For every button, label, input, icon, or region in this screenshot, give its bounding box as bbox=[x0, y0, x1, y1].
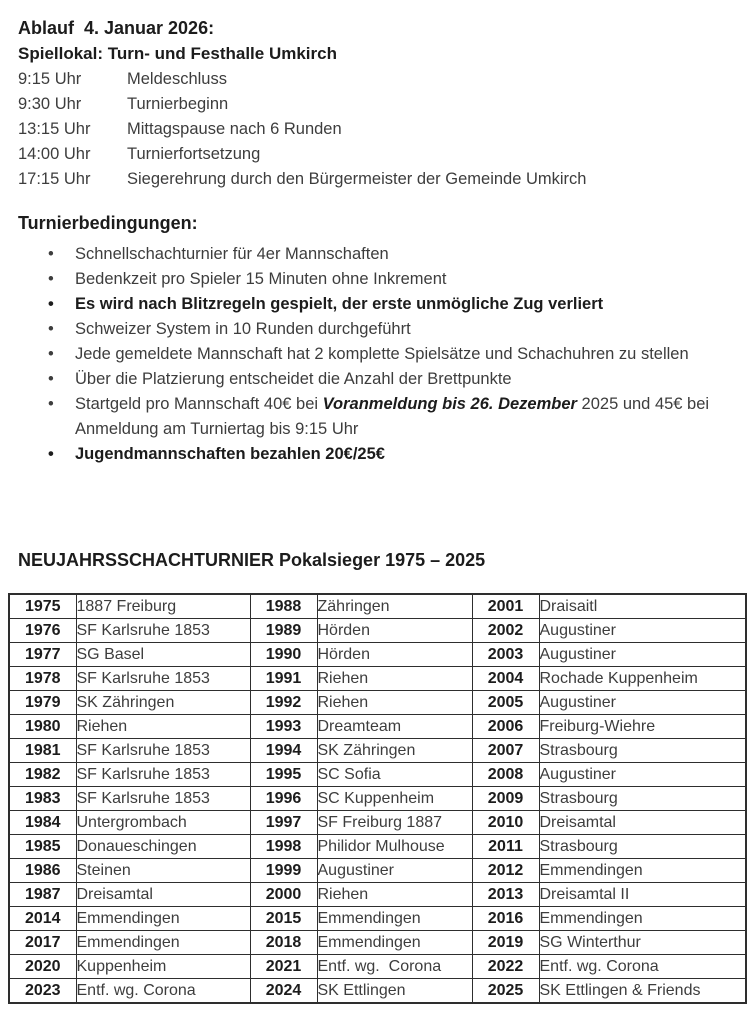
winner-cell: SK Ettlingen & Friends bbox=[539, 979, 746, 1004]
year-cell: 2019 bbox=[472, 931, 539, 955]
winner-cell: SK Ettlingen bbox=[317, 979, 472, 1004]
year-cell: 2009 bbox=[472, 787, 539, 811]
condition-item bbox=[48, 292, 725, 317]
year-cell: 1975 bbox=[9, 594, 76, 619]
schedule-event: Siegerehrung durch den Bürgermeister der Gemeinde Umkirch bbox=[127, 170, 587, 188]
table-row bbox=[9, 979, 746, 1004]
winner-cell: SF Karlsruhe 1853 bbox=[76, 763, 250, 787]
year-cell: 1993 bbox=[250, 715, 317, 739]
year-cell: 2013 bbox=[472, 883, 539, 907]
year-cell: 2011 bbox=[472, 835, 539, 859]
winner-cell: Augustiner bbox=[539, 763, 746, 787]
winner-cell: Emmendingen bbox=[317, 931, 472, 955]
year-cell: 1978 bbox=[9, 667, 76, 691]
winner-cell: Strasbourg bbox=[539, 787, 746, 811]
year-cell: 1979 bbox=[9, 691, 76, 715]
year-cell: 2016 bbox=[472, 907, 539, 931]
winner-cell: SC Kuppenheim bbox=[317, 787, 472, 811]
winner-cell: Zähringen bbox=[317, 594, 472, 619]
year-cell: 1989 bbox=[250, 619, 317, 643]
schedule-row bbox=[18, 167, 725, 192]
year-cell: 2003 bbox=[472, 643, 539, 667]
winner-cell: SK Zähringen bbox=[317, 739, 472, 763]
table-row bbox=[9, 763, 746, 787]
winner-cell: Entf. wg. Corona bbox=[539, 955, 746, 979]
condition-text: Es wird nach Blitzregeln gespielt, der erste unmögliche Zug verliert bbox=[75, 295, 604, 313]
winner-cell: Emmendingen bbox=[539, 859, 746, 883]
winner-cell: SF Karlsruhe 1853 bbox=[76, 667, 250, 691]
year-cell: 2000 bbox=[250, 883, 317, 907]
winners-title: NEUJAHRSSCHACHTURNIER Pokalsieger 1975 – 2025 bbox=[18, 550, 486, 570]
conditions-list bbox=[18, 242, 725, 467]
year-cell: 2008 bbox=[472, 763, 539, 787]
winner-cell: Dreisamtal II bbox=[539, 883, 746, 907]
winner-cell: SG Basel bbox=[76, 643, 250, 667]
schedule-list bbox=[18, 67, 725, 192]
year-cell: 1983 bbox=[9, 787, 76, 811]
winner-cell: Dreisamtal bbox=[76, 883, 250, 907]
winners-section bbox=[18, 547, 725, 1004]
year-cell: 2024 bbox=[250, 979, 317, 1004]
year-cell: 1998 bbox=[250, 835, 317, 859]
winner-cell: Emmendingen bbox=[76, 907, 250, 931]
schedule-event: Turnierbeginn bbox=[127, 95, 229, 113]
winner-cell: Hörden bbox=[317, 643, 472, 667]
table-row bbox=[9, 883, 746, 907]
year-cell: 2023 bbox=[9, 979, 76, 1004]
condition-item bbox=[48, 267, 725, 292]
condition-item bbox=[48, 242, 725, 267]
condition-text: Startgeld pro Mannschaft 40€ bei bbox=[75, 395, 323, 413]
winner-cell: SF Freiburg 1887 bbox=[317, 811, 472, 835]
winner-cell: Kuppenheim bbox=[76, 955, 250, 979]
winner-cell: Augustiner bbox=[317, 859, 472, 883]
year-cell: 1992 bbox=[250, 691, 317, 715]
condition-item bbox=[48, 392, 725, 442]
winner-cell: Emmendingen bbox=[317, 907, 472, 931]
condition-text: Über die Platzierung entscheidet die Anzahl der Brettpunkte bbox=[75, 370, 512, 388]
winner-cell: Hörden bbox=[317, 619, 472, 643]
year-cell: 2020 bbox=[9, 955, 76, 979]
venue-value: Turn- und Festhalle Umkirch bbox=[107, 44, 337, 63]
schedule-section bbox=[18, 15, 725, 192]
table-row bbox=[9, 931, 746, 955]
year-cell: 1999 bbox=[250, 859, 317, 883]
winner-cell: Dreisamtal bbox=[539, 811, 746, 835]
schedule-time: 13:15 Uhr bbox=[18, 120, 91, 138]
table-row bbox=[9, 594, 746, 619]
year-cell: 1994 bbox=[250, 739, 317, 763]
condition-text: Jede gemeldete Mannschaft hat 2 komplette Spielsätze und Schachuhren zu stellen bbox=[75, 345, 689, 363]
year-cell: 1987 bbox=[9, 883, 76, 907]
table-row bbox=[9, 691, 746, 715]
winner-cell: SF Karlsruhe 1853 bbox=[76, 619, 250, 643]
schedule-time: 14:00 Uhr bbox=[18, 145, 91, 163]
table-row bbox=[9, 907, 746, 931]
table-row bbox=[9, 787, 746, 811]
winner-cell: Freiburg-Wiehre bbox=[539, 715, 746, 739]
winner-cell: Rochade Kuppenheim bbox=[539, 667, 746, 691]
winner-cell: Emmendingen bbox=[76, 931, 250, 955]
winner-cell: 1887 Freiburg bbox=[76, 594, 250, 619]
year-cell: 1980 bbox=[9, 715, 76, 739]
table-row bbox=[9, 619, 746, 643]
table-row bbox=[9, 667, 746, 691]
winner-cell: Dreamteam bbox=[317, 715, 472, 739]
winner-cell: Donaueschingen bbox=[76, 835, 250, 859]
schedule-heading: Ablauf 4. Januar 2026: bbox=[18, 18, 215, 38]
schedule-event: Meldeschluss bbox=[127, 70, 227, 88]
year-cell: 1991 bbox=[250, 667, 317, 691]
year-cell: 2012 bbox=[472, 859, 539, 883]
condition-text: Voranmeldung bis 26. Dezember bbox=[322, 395, 577, 413]
winner-cell: Augustiner bbox=[539, 691, 746, 715]
winner-cell: Emmendingen bbox=[539, 907, 746, 931]
year-cell: 1976 bbox=[9, 619, 76, 643]
winners-table bbox=[8, 593, 747, 1004]
year-cell: 2018 bbox=[250, 931, 317, 955]
venue-label: Spiellokal: bbox=[18, 44, 104, 63]
table-row bbox=[9, 739, 746, 763]
table-row bbox=[9, 835, 746, 859]
year-cell: 2022 bbox=[472, 955, 539, 979]
year-cell: 2005 bbox=[472, 691, 539, 715]
condition-item bbox=[48, 442, 725, 467]
year-cell: 2004 bbox=[472, 667, 539, 691]
year-cell: 2021 bbox=[250, 955, 317, 979]
winner-cell: Augustiner bbox=[539, 643, 746, 667]
year-cell: 1982 bbox=[9, 763, 76, 787]
schedule-time: 9:30 Uhr bbox=[18, 95, 82, 113]
table-row bbox=[9, 715, 746, 739]
conditions-section bbox=[18, 210, 725, 467]
winner-cell: Entf. wg. Corona bbox=[76, 979, 250, 1004]
schedule-row bbox=[18, 142, 725, 167]
schedule-event: Mittagspause nach 6 Runden bbox=[127, 120, 342, 138]
schedule-time: 17:15 Uhr bbox=[18, 170, 91, 188]
table-row bbox=[9, 811, 746, 835]
condition-text: Schweizer System in 10 Runden durchgeführt bbox=[75, 320, 411, 338]
winner-cell: Riehen bbox=[317, 667, 472, 691]
year-cell: 2014 bbox=[9, 907, 76, 931]
year-cell: 1981 bbox=[9, 739, 76, 763]
schedule-row bbox=[18, 92, 725, 117]
year-cell: 1986 bbox=[9, 859, 76, 883]
schedule-row bbox=[18, 117, 725, 142]
winner-cell: Philidor Mulhouse bbox=[317, 835, 472, 859]
venue-row bbox=[18, 41, 725, 67]
year-cell: 2001 bbox=[472, 594, 539, 619]
condition-text: Schnellschachturnier für 4er Mannschaften bbox=[75, 245, 389, 263]
condition-text: Jugendmannschaften bezahlen 20€/25€ bbox=[75, 445, 385, 463]
year-cell: 1977 bbox=[9, 643, 76, 667]
table-row bbox=[9, 859, 746, 883]
year-cell: 2010 bbox=[472, 811, 539, 835]
schedule-event: Turnierfortsetzung bbox=[127, 145, 261, 163]
schedule-row bbox=[18, 67, 725, 92]
year-cell: 1984 bbox=[9, 811, 76, 835]
winner-cell: Strasbourg bbox=[539, 739, 746, 763]
winner-cell: SG Winterthur bbox=[539, 931, 746, 955]
winner-cell: SC Sofia bbox=[317, 763, 472, 787]
year-cell: 2025 bbox=[472, 979, 539, 1004]
winner-cell: Steinen bbox=[76, 859, 250, 883]
condition-item bbox=[48, 342, 725, 367]
table-row bbox=[9, 955, 746, 979]
conditions-heading: Turnierbedingungen: bbox=[18, 213, 198, 233]
winner-cell: Riehen bbox=[317, 691, 472, 715]
year-cell: 2015 bbox=[250, 907, 317, 931]
condition-item bbox=[48, 367, 725, 392]
winner-cell: Strasbourg bbox=[539, 835, 746, 859]
condition-item bbox=[48, 317, 725, 342]
year-cell: 1995 bbox=[250, 763, 317, 787]
winner-cell: SF Karlsruhe 1853 bbox=[76, 739, 250, 763]
winner-cell: Riehen bbox=[76, 715, 250, 739]
year-cell: 1996 bbox=[250, 787, 317, 811]
winner-cell: Untergrombach bbox=[76, 811, 250, 835]
schedule-time: 9:15 Uhr bbox=[18, 70, 82, 88]
winner-cell: Draisaitl bbox=[539, 594, 746, 619]
condition-text: 2025 und 45€ bei Anmeldung am Turniertag bis 9:15 Uhr bbox=[75, 395, 713, 438]
year-cell: 2007 bbox=[472, 739, 539, 763]
winners-tbody bbox=[9, 594, 746, 1003]
winner-cell: Entf. wg. Corona bbox=[317, 955, 472, 979]
condition-text: Bedenkzeit pro Spieler 15 Minuten ohne Inkrement bbox=[75, 270, 447, 288]
year-cell: 2017 bbox=[9, 931, 76, 955]
year-cell: 1985 bbox=[9, 835, 76, 859]
year-cell: 1997 bbox=[250, 811, 317, 835]
winner-cell: Augustiner bbox=[539, 619, 746, 643]
year-cell: 2006 bbox=[472, 715, 539, 739]
winner-cell: SF Karlsruhe 1853 bbox=[76, 787, 250, 811]
year-cell: 2002 bbox=[472, 619, 539, 643]
year-cell: 1990 bbox=[250, 643, 317, 667]
winner-cell: SK Zähringen bbox=[76, 691, 250, 715]
table-row bbox=[9, 643, 746, 667]
winner-cell: Riehen bbox=[317, 883, 472, 907]
year-cell: 1988 bbox=[250, 594, 317, 619]
